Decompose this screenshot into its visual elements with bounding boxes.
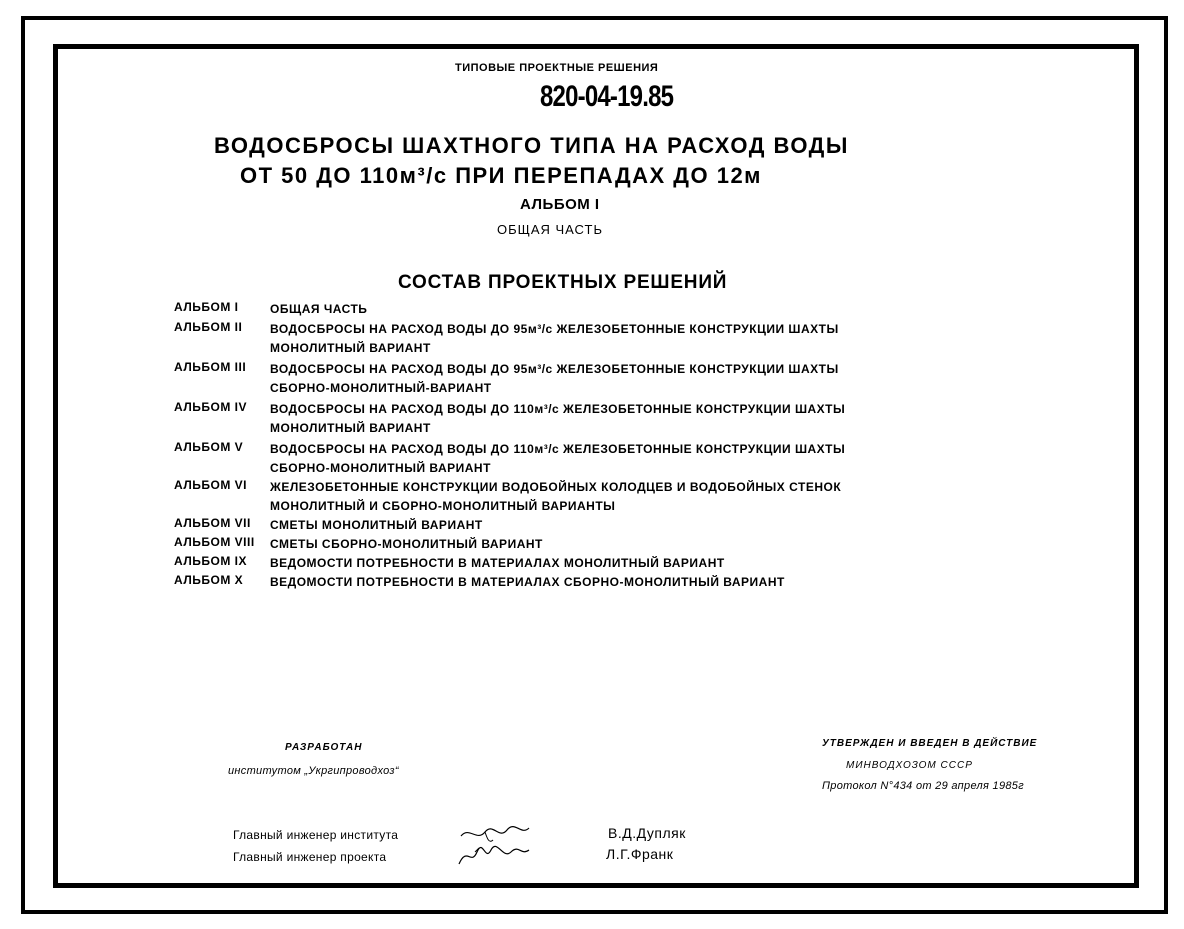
album-description: ЖЕЛЕЗОБЕТОННЫЕ КОНСТРУКЦИИ ВОДОБОЙНЫХ КОЛОДЦЕВ И ВОДОБОЙНЫХ СТЕНОК МОНОЛИТНЫЙ И СБОРНО-МОНОЛИТНЫЙ ВАРИАНТЫ bbox=[270, 480, 842, 513]
list-item bbox=[174, 400, 934, 440]
album-label: АЛЬБОМ IV bbox=[174, 400, 247, 414]
album-description: ВОДОСБРОСЫ НА РАСХОД ВОДЫ ДО 95м³/с ЖЕЛЕЗОБЕТОННЫЕ КОНСТРУКЦИИ ШАХТЫ СБОРНО-МОНОЛИТНЫЙ-ВАРИАНТ bbox=[270, 362, 839, 395]
composition-list bbox=[174, 300, 934, 592]
album-description: ОБЩАЯ ЧАСТЬ bbox=[270, 302, 368, 316]
list-item bbox=[174, 440, 934, 478]
album-label: АЛЬБОМ X bbox=[174, 573, 244, 587]
developer-label: РАЗРАБОТАН bbox=[285, 742, 363, 753]
chief-engineer-project-role: Главный инженер проекта bbox=[233, 850, 387, 864]
album-description: ВОДОСБРОСЫ НА РАСХОД ВОДЫ ДО 110м³/с ЖЕЛЕЗОБЕТОННЫЕ КОНСТРУКЦИИ ШАХТЫ МОНОЛИТНЫЙ ВАРИАНТ bbox=[270, 402, 846, 435]
chief-engineer-project-name: Л.Г.Франк bbox=[606, 846, 674, 862]
list-item bbox=[174, 478, 934, 516]
album-label: АЛЬБОМ VIII bbox=[174, 535, 255, 549]
developer-institute: институтом „Укргипроводхоз“ bbox=[228, 765, 399, 777]
list-item bbox=[174, 573, 934, 592]
album-description: ВЕДОМОСТИ ПОТРЕБНОСТИ В МАТЕРИАЛАХ СБОРНО-МОНОЛИТНЫЙ ВАРИАНТ bbox=[270, 575, 785, 589]
album-label: АЛЬБОМ VII bbox=[174, 516, 251, 530]
series-label: ТИПОВЫЕ ПРОЕКТНЫЕ РЕШЕНИЯ bbox=[455, 62, 659, 74]
chief-engineer-institute-name: В.Д.Дупляк bbox=[608, 825, 686, 841]
album-description: ВОДОСБРОСЫ НА РАСХОД ВОДЫ ДО 110м³/с ЖЕЛЕЗОБЕТОННЫЕ КОНСТРУКЦИИ ШАХТЫ СБОРНО-МОНОЛИТНЫЙ ВАРИАНТ bbox=[270, 442, 846, 475]
album-label: АЛЬБОМ VI bbox=[174, 478, 247, 492]
list-item bbox=[174, 554, 934, 573]
composition-title: СОСТАВ ПРОЕКТНЫХ РЕШЕНИЙ bbox=[398, 272, 728, 293]
title-line-1: ВОДОСБРОСЫ ШАХТНОГО ТИПА НА РАСХОД ВОДЫ bbox=[214, 133, 849, 158]
list-item bbox=[174, 300, 934, 320]
chief-engineer-institute-role: Главный инженер института bbox=[233, 828, 399, 842]
album-label: АЛЬБОМ I bbox=[174, 300, 239, 314]
album-label: АЛЬБОМ V bbox=[174, 440, 244, 454]
list-item bbox=[174, 516, 934, 535]
document-number: 820-04-19.85 bbox=[540, 80, 674, 113]
approval-protocol: Протокол N°434 от 29 апреля 1985г bbox=[822, 780, 1024, 792]
list-item bbox=[174, 535, 934, 554]
album-label: АЛЬБОМ IX bbox=[174, 554, 247, 568]
list-item bbox=[174, 320, 934, 360]
approval-line-1: УТВЕРЖДЕН И ВВЕДЕН В ДЕЙСТВИЕ bbox=[822, 738, 1038, 749]
album-description: ВЕДОМОСТИ ПОТРЕБНОСТИ В МАТЕРИАЛАХ МОНОЛИТНЫЙ ВАРИАНТ bbox=[270, 556, 725, 570]
album-subtitle: ОБЩАЯ ЧАСТЬ bbox=[497, 222, 603, 237]
list-item bbox=[174, 360, 934, 400]
approval-line-2: МИНВОДХОЗОМ СССР bbox=[846, 760, 973, 771]
album-label: АЛЬБОМ II bbox=[174, 320, 243, 334]
album-description: ВОДОСБРОСЫ НА РАСХОД ВОДЫ ДО 95м³/с ЖЕЛЕЗОБЕТОННЫЕ КОНСТРУКЦИИ ШАХТЫ МОНОЛИТНЫЙ ВАРИАНТ bbox=[270, 322, 839, 355]
album-number: АЛЬБОМ I bbox=[520, 196, 600, 213]
album-description: СМЕТЫ СБОРНО-МОНОЛИТНЫЙ ВАРИАНТ bbox=[270, 537, 543, 551]
album-label: АЛЬБОМ III bbox=[174, 360, 247, 374]
album-description: СМЕТЫ МОНОЛИТНЫЙ ВАРИАНТ bbox=[270, 518, 483, 532]
title-line-2: ОТ 50 ДО 110м³/с ПРИ ПЕРЕПАДАХ ДО 12м bbox=[240, 163, 762, 188]
signature-1-icon bbox=[455, 822, 535, 868]
